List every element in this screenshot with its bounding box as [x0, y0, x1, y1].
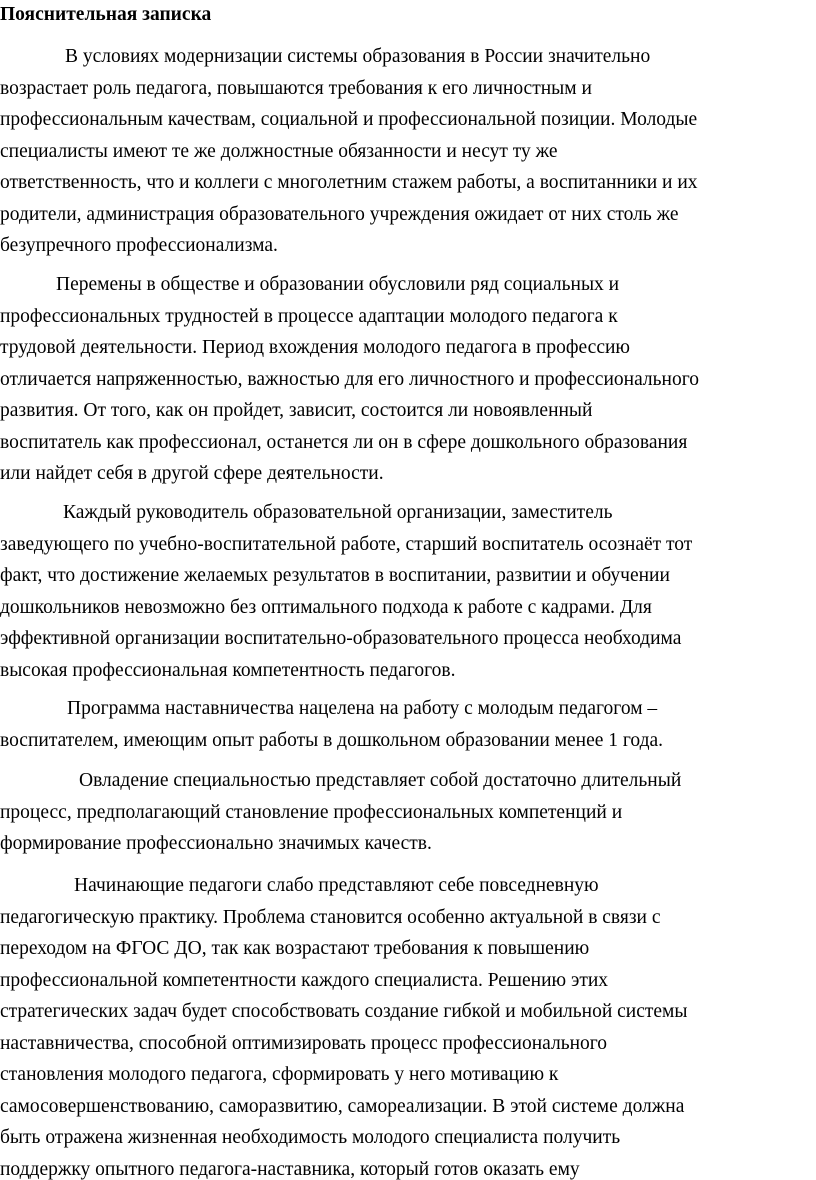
text-line: процесс, предполагающий становление профессиональных компетенций и: [0, 801, 623, 823]
text-line: педагогическую практику. Проблема становится особенно актуальной в связи с: [0, 906, 661, 928]
paragraph-mastery: [0, 765, 816, 860]
text-line: факт, что достижение желаемых результатов в воспитании, развитии и обучении: [0, 565, 670, 586]
text-line: заведующего по учебно-воспитательной работе, старший воспитатель осознаёт тот: [0, 533, 693, 555]
text-line: трудовой деятельности. Период вхождения молодого педагога в профессию: [0, 337, 630, 358]
text-line: Каждый руководитель образовательной организации, заместитель: [63, 502, 613, 523]
text-line: самосовершенствованию, саморазвитию, самореализации. В этой системе должна: [0, 1095, 685, 1117]
text-line: наставничества, способной оптимизировать процесс профессионального: [0, 1032, 608, 1054]
text-line: быть отражена жизненная необходимость молодого специалиста получить: [0, 1127, 621, 1148]
text-line: Начинающие педагоги слабо представляют себе повседневную: [74, 875, 599, 896]
text-line: воспитателем, имеющим опыт работы в дошкольном образовании менее 1 года.: [0, 729, 664, 751]
paragraph-program: [0, 693, 816, 756]
text-line: профессиональных трудностей в процессе адаптации молодого педагога к: [0, 305, 618, 327]
text-line: профессиональной компетентности каждого специалиста. Решению этих: [0, 969, 609, 991]
text-line: дошкольников невозможно без оптимального подхода к работе с кадрами. Для: [0, 596, 652, 618]
paragraph-modernization: [0, 41, 816, 262]
text-line: Перемены в обществе и образовании обусловили ряд социальных и: [56, 274, 620, 295]
document-title: Пояснительная записка: [0, 4, 212, 25]
text-line: отличается напряженностью, важностью для его личностного и профессионального: [0, 368, 699, 390]
paragraph-leadership: [0, 497, 816, 686]
text-line: поддержку опытного педагога-наставника, который готов оказать ему: [0, 1158, 580, 1180]
text-line: специалисты имеют те же должностные обязанности и несут ту же: [0, 140, 558, 162]
text-line: переходом на ФГОС ДО, так как возрастают требования к повышению: [0, 938, 590, 959]
text-line: профессиональным качествам, социальной и профессиональной позиции. Молодые: [0, 109, 698, 130]
text-line: Овладение специальностью представляет собой достаточно длительный: [79, 770, 682, 791]
text-line: ответственность, что и коллеги с многолетним стажем работы, а воспитанники и их: [0, 172, 698, 193]
text-line: Программа наставничества нацелена на работу с молодым педагогом –: [67, 698, 658, 719]
text-line: безупречного профессионализма.: [0, 235, 278, 256]
text-line: становления молодого педагога, сформировать у него мотивацию к: [0, 1064, 559, 1085]
text-line: воспитатель как профессионал, останется ли он в сфере дошкольного образования: [0, 431, 688, 453]
text-line: возрастает роль педагога, повышаются требования к его личностным и: [0, 77, 592, 99]
text-line: родители, администрация образовательного учреждения ожидает от них столь же: [0, 203, 679, 225]
text-line: или найдет себя в другой сфере деятельности.: [0, 463, 384, 484]
paragraph-beginners: [0, 870, 816, 1180]
text-line: В условиях модернизации системы образования в России значительно: [65, 46, 651, 67]
text-line: формирование профессионально значимых качеств.: [0, 833, 432, 854]
text-line: эффективной организации воспитательно-образовательного процесса необходима: [0, 628, 682, 649]
text-line: высокая профессиональная компетентность педагогов.: [0, 659, 456, 681]
text-line: развития. От того, как он пройдет, зависит, состоится ли новоявленный: [0, 400, 593, 421]
text-line: стратегических задач будет способствовать создание гибкой и мобильной системы: [0, 1001, 688, 1022]
paragraph-changes: [0, 269, 816, 490]
